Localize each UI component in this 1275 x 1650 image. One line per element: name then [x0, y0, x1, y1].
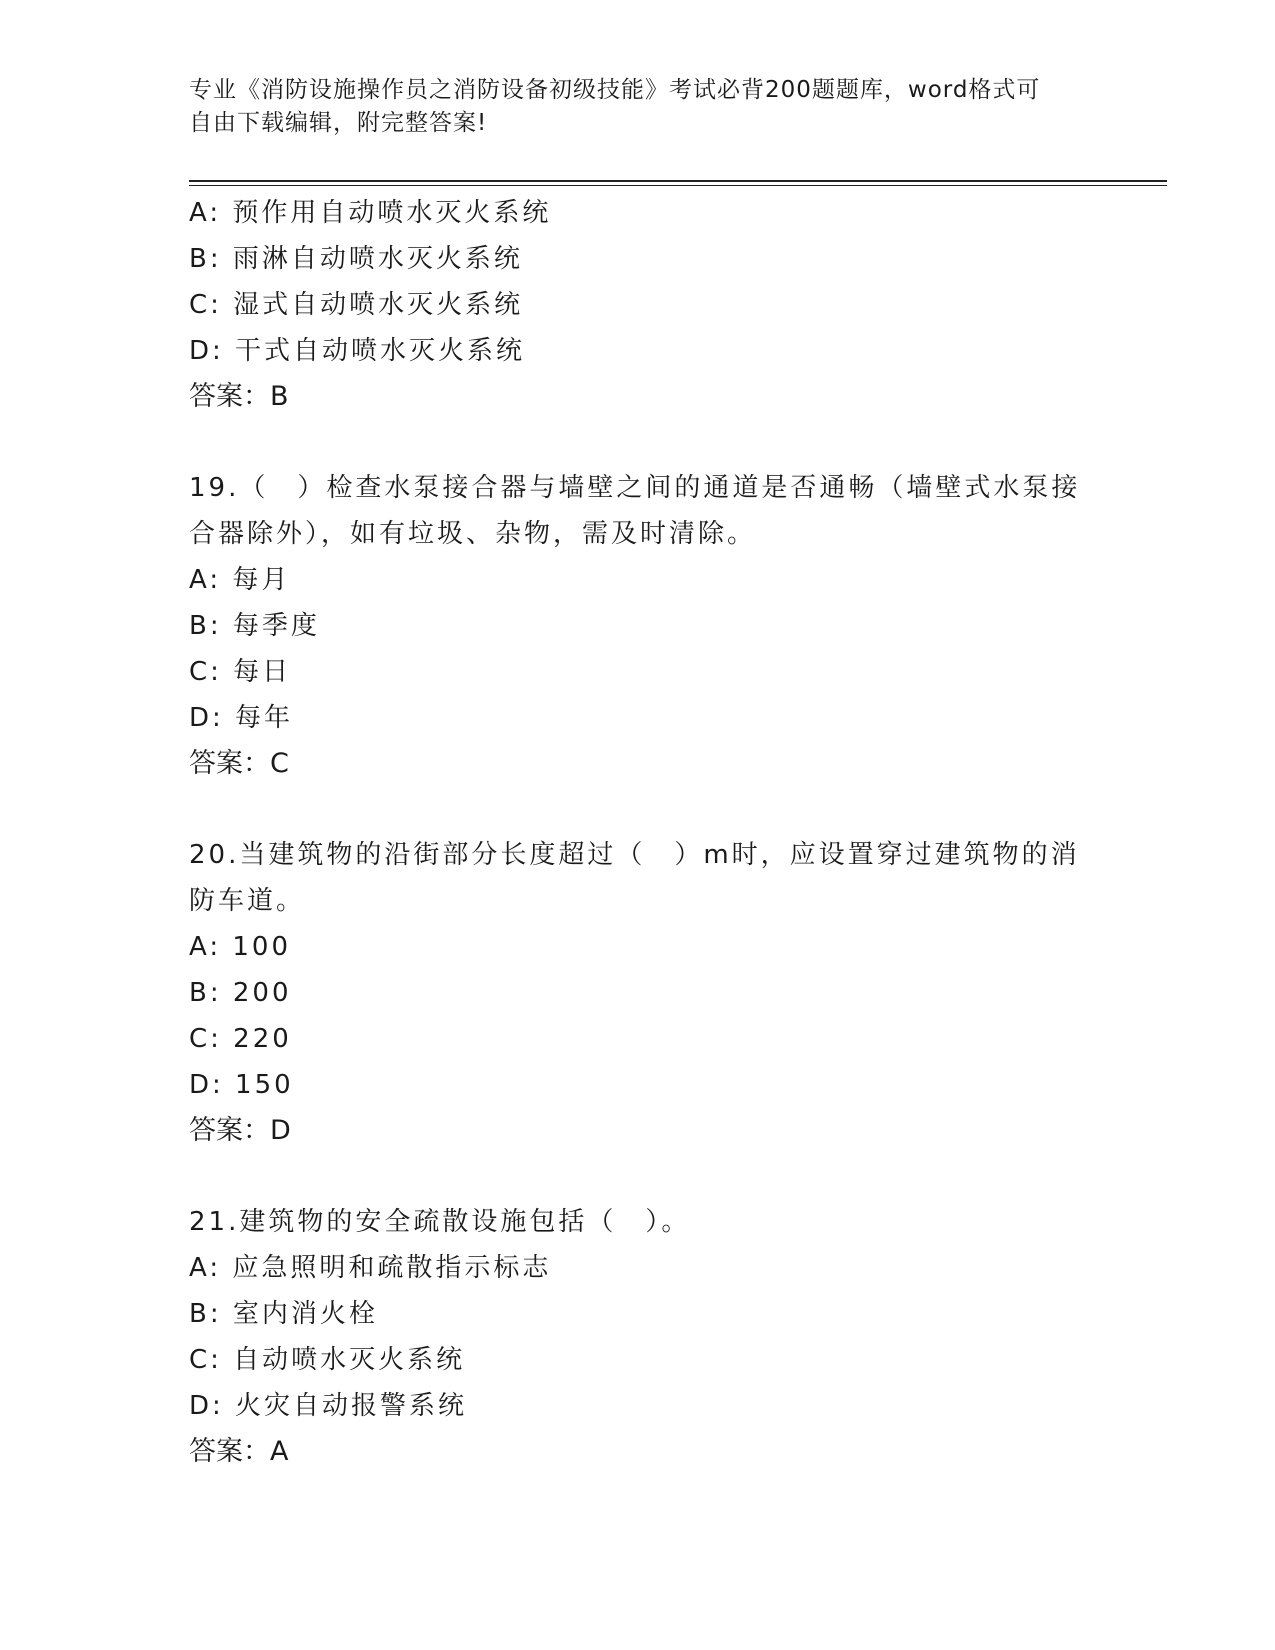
option-b: B: 每季度	[189, 611, 320, 641]
option-c: C: 220	[189, 1024, 292, 1054]
option-d: D: 150	[189, 1070, 294, 1100]
header-divider-thin	[189, 185, 1167, 186]
document-header	[189, 74, 1089, 140]
option-b: B: 200	[189, 978, 292, 1008]
option-d: D: 每年	[189, 703, 294, 733]
option-a: A: 每月	[189, 565, 291, 595]
header-line-1: 专业《消防设施操作员之消防设备初级技能》考试必背200题题库，word格式可	[189, 77, 1041, 103]
option-c: C: 自动喷水灭火系统	[189, 1345, 466, 1375]
question-block	[189, 1199, 1089, 1475]
option-b: B: 雨淋自动喷水灭火系统	[189, 244, 523, 274]
answer-line: 答案：D	[189, 1115, 291, 1146]
option-d: D: 干式自动喷水灭火系统	[189, 336, 526, 366]
option-c: C: 湿式自动喷水灭火系统	[189, 290, 524, 320]
option-a: A: 100	[189, 932, 291, 962]
question-text-line-1: 20.当建筑物的沿街部分长度超过（ ）m时，应设置穿过建筑物的消	[189, 840, 1080, 870]
option-c: C: 每日	[189, 657, 292, 687]
header-line-2: 自由下载编辑，附完整答案!	[189, 110, 488, 136]
question-text-line-2: 防车道。	[189, 886, 306, 916]
answer-line: 答案：C	[189, 748, 289, 779]
answer-line: 答案：A	[189, 1436, 289, 1467]
option-a: A: 预作用自动喷水灭火系统	[189, 198, 552, 228]
question-block	[189, 832, 1089, 1154]
question-block	[189, 190, 1089, 420]
option-d: D: 火灾自动报警系统	[189, 1391, 468, 1421]
option-b: B: 室内消火栓	[189, 1299, 378, 1329]
header-divider-thick	[189, 180, 1167, 182]
question-list	[189, 190, 1089, 1475]
question-text-line-1: 19.（ ）检查水泵接合器与墙壁之间的通道是否通畅（墙壁式水泵接	[189, 473, 1081, 503]
question-text-line-1: 21.建筑物的安全疏散设施包括（ ）。	[189, 1207, 691, 1237]
question-text-line-2: 合器除外），如有垃圾、杂物，需及时清除。	[189, 519, 757, 549]
option-a: A: 应急照明和疏散指示标志	[189, 1253, 552, 1283]
question-block	[189, 465, 1089, 787]
answer-line: 答案：B	[189, 381, 289, 412]
